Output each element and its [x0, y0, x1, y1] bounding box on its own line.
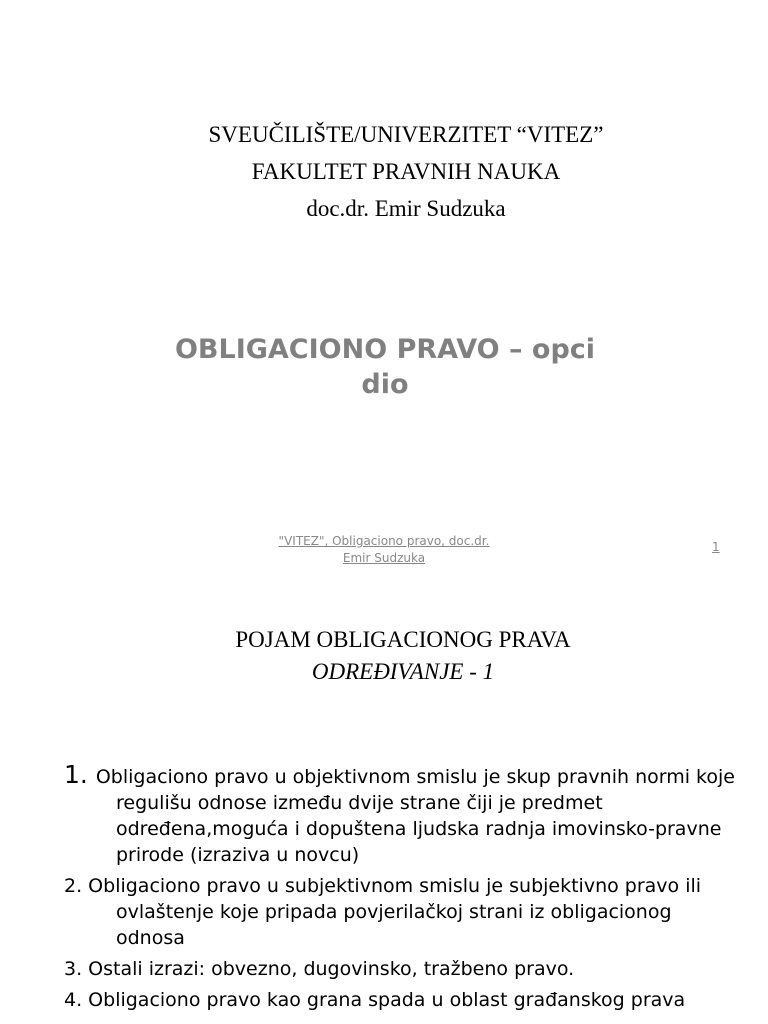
section-title: POJAM OBLIGACIONOG PRAVA [235, 627, 571, 652]
section-subtitle: ODREĐIVANJE - 1 [311, 659, 495, 684]
footer-line-1: "VITEZ", Obligaciono pravo, doc.dr. [278, 534, 490, 548]
list-item [64, 956, 744, 982]
page-number: 1 [712, 540, 720, 554]
slide-title-line-1: OBLIGACIONO PRAVO – opci [174, 334, 596, 365]
list-item [64, 873, 744, 951]
list-item-number: 4. [64, 989, 89, 1011]
list-item-text: Ostali izrazi: obvezno, dugovinsko, tražbeno pravo. [88, 958, 575, 980]
definition-list [64, 762, 744, 1018]
list-item-text: Obligaciono pravo u subjektivnom smislu je subjektivno pravo ili ovlaštenje koje pripada povjerilačkoj strani iz obligacionog odnosa [88, 875, 702, 949]
institution-header [0, 116, 768, 227]
list-item [64, 762, 744, 868]
section-heading [0, 624, 768, 688]
list-item-number: 1. [64, 760, 96, 789]
author-name: doc.dr. Emir Sudzuka [306, 196, 506, 221]
content-slide [0, 600, 768, 1024]
university-name: SVEUČILIŠTE/UNIVERZITET “VITEZ” [208, 122, 604, 147]
list-item-number: 2. [64, 875, 89, 897]
slide-title-line-2: dio [361, 369, 409, 400]
list-item-number: 3. [64, 958, 89, 980]
list-item-text: Obligaciono pravo u objektivnom smislu je skup pravnih normi koje regulišu odnose između dvije strane čiji je predmet određena,moguća i dopuštena ljudska radnja imovinsko-pravne prirode (izraziva u novcu) [95, 766, 735, 866]
footer-line-2: Emir Sudzuka [342, 551, 426, 565]
list-item-text: Obligaciono pravo kao grana spada u oblast građanskog prava [88, 989, 686, 1011]
list-item [64, 987, 744, 1013]
slide-title [140, 332, 630, 402]
faculty-name: FAKULTET PRAVNIH NAUKA [251, 159, 561, 184]
slide-footer [254, 533, 514, 567]
